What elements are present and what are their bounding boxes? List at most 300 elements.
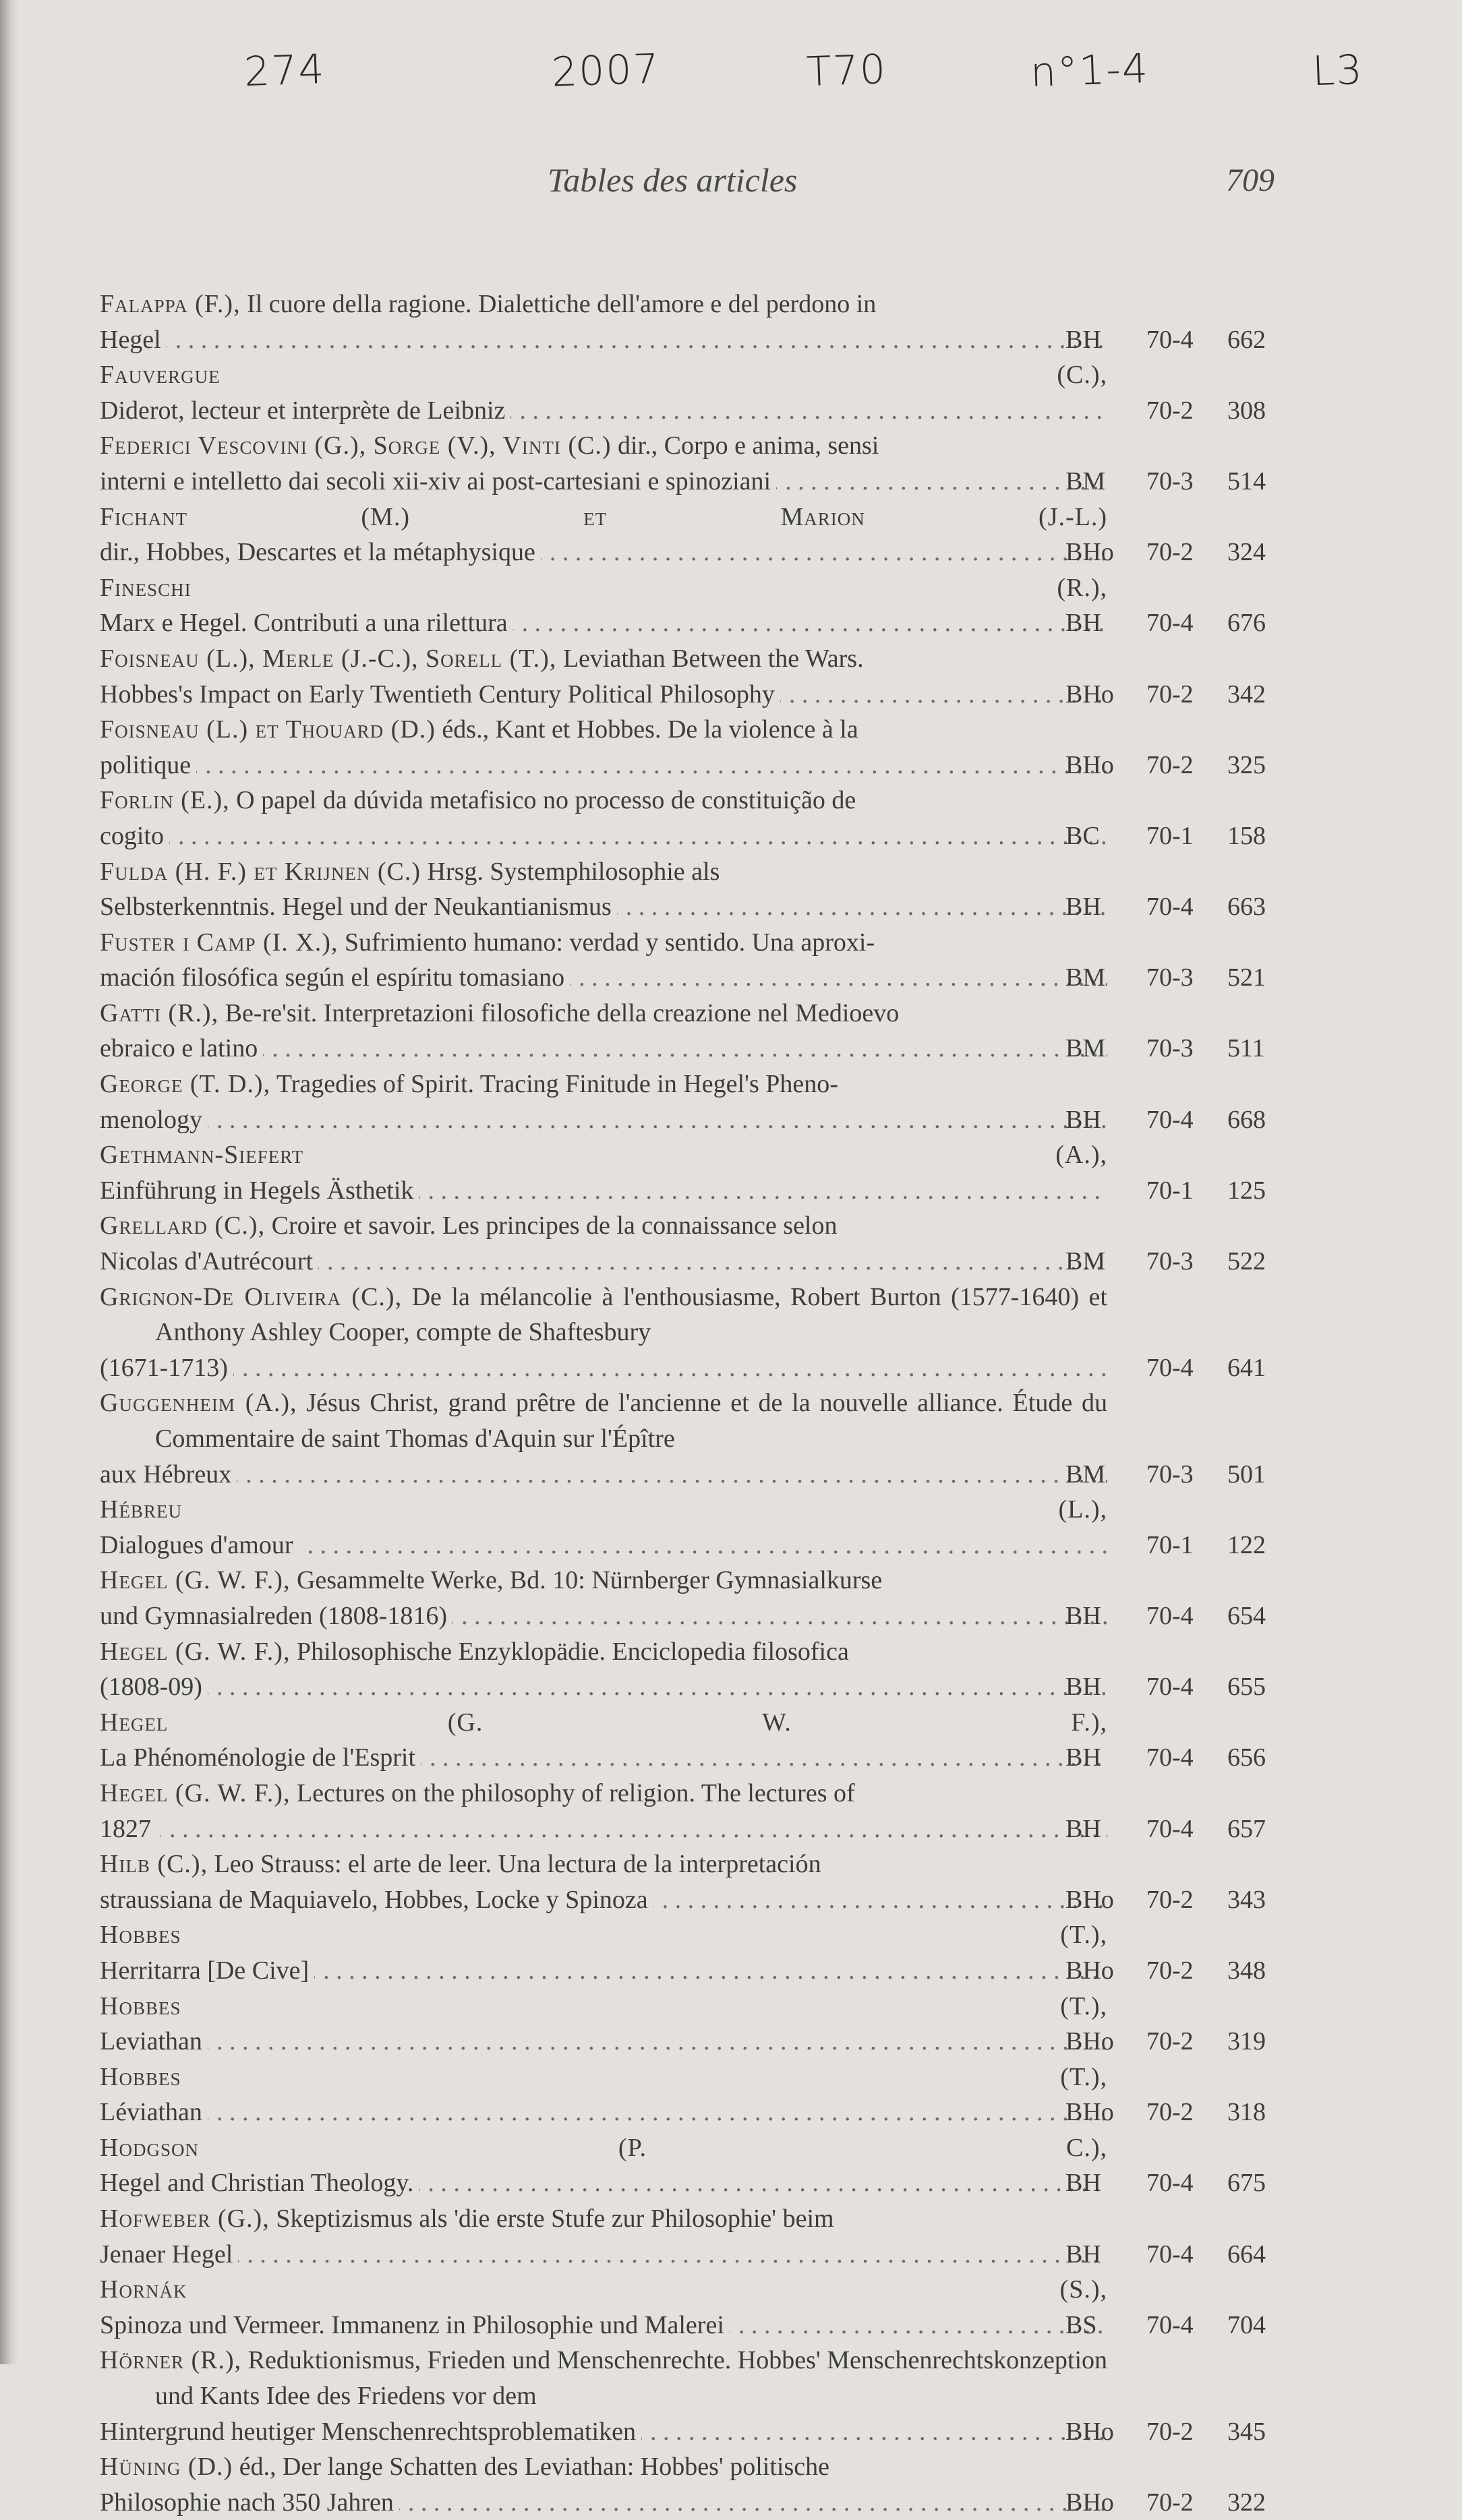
entry-last-line xyxy=(100,677,1107,713)
entry-last-line xyxy=(100,1882,1107,1918)
index-entry xyxy=(100,712,1287,783)
page-ref: 656 xyxy=(1227,1743,1266,1772)
entry-text xyxy=(100,357,1107,428)
index-entry xyxy=(100,428,1287,499)
entry-reference xyxy=(1052,1598,1295,1634)
entry-title: Lectures on the philosophy of religion. The lectures of xyxy=(296,1778,855,1807)
entry-author: Hegel (G. W. F.), xyxy=(100,1637,291,1666)
article-index-list xyxy=(100,287,1287,2520)
entry-title: éds., Kant et Hobbes. De la violence à la xyxy=(442,715,858,744)
entry-title-end: La Phénoménologie de l'Esprit xyxy=(100,1743,416,1772)
entry-title: Be-re'sit. Interpretazioni filosofiche della creazione nel Medioevo xyxy=(225,998,900,1027)
issue-number: 70-3 xyxy=(1146,963,1194,992)
issue-number: 70-4 xyxy=(1146,2169,1194,2198)
entry-title-end: Herritarra [De Cive] xyxy=(100,1956,310,1985)
entry-reference xyxy=(1052,2024,1295,2060)
index-entry xyxy=(100,1385,1287,1492)
page-ref: 704 xyxy=(1227,2310,1266,2339)
entry-text xyxy=(100,1563,1107,1633)
entry-author: Hodgson (P. C.), xyxy=(100,2133,1107,2162)
journal-code: BH xyxy=(1065,893,1101,922)
entry-title: dir., Corpo e anima, sensi xyxy=(618,431,879,460)
index-entry xyxy=(100,357,1287,428)
index-entry xyxy=(100,1067,1287,1137)
entry-author: Foisneau (L.), Merle (J.-C.), Sorell (T.), xyxy=(100,644,557,673)
index-entry xyxy=(100,2272,1287,2343)
page-ref: 325 xyxy=(1227,750,1266,779)
index-entry xyxy=(100,783,1287,853)
handwritten-note: n°1-4 xyxy=(1029,44,1150,97)
journal-code: BHo xyxy=(1065,680,1114,709)
entry-author: Grignon-De Oliveira (C.), xyxy=(100,1282,403,1311)
entry-title-end: Selbsterkenntnis. Hegel und der Neukantianismus xyxy=(100,893,612,922)
entry-title: Leo Strauss: el arte de leer. Una lectura de la interpretación xyxy=(214,1850,821,1879)
entry-reference xyxy=(1052,677,1295,713)
dot-leader xyxy=(510,393,1107,429)
entry-title: Hrsg. Systemphilosophie als xyxy=(427,857,720,886)
entry-text xyxy=(100,2343,1107,2449)
page-ref: 668 xyxy=(1227,1105,1266,1134)
issue-number: 70-3 xyxy=(1146,1247,1194,1276)
page-ref: 501 xyxy=(1227,1460,1266,1489)
entry-last-line xyxy=(100,464,1107,500)
entry-author: Hébreu (L.), xyxy=(100,1495,1107,1524)
entry-author: Fauvergue (C.), xyxy=(100,361,1107,390)
entry-title-end: Leviathan xyxy=(100,2027,202,2056)
dot-leader xyxy=(730,2308,1107,2343)
journal-code: BHo xyxy=(1065,2488,1114,2517)
entry-last-line xyxy=(100,535,1107,570)
entry-title-end: Hobbes's Impact on Early Twentieth Century Political Philosophy xyxy=(100,680,775,709)
dot-leader xyxy=(617,889,1107,925)
entry-text xyxy=(100,2272,1107,2343)
entry-text xyxy=(100,1208,1107,1279)
dot-leader xyxy=(419,2165,1107,2201)
entry-title-end: mación filosófica según el espíritu tomasiano xyxy=(100,963,565,992)
index-entry xyxy=(100,287,1287,357)
page-ref: 122 xyxy=(1227,1530,1266,1559)
entry-reference xyxy=(1052,2485,1295,2520)
dot-leader xyxy=(169,818,1107,854)
journal-code: BH xyxy=(1065,1743,1101,1772)
entry-title: Skeptizismus als 'die erste Stufe zur Philosophie' beim xyxy=(276,2204,834,2233)
journal-code: BHo xyxy=(1065,1956,1114,1985)
entry-last-line xyxy=(100,1244,1107,1280)
dot-leader xyxy=(318,1244,1107,1280)
issue-number: 70-2 xyxy=(1146,396,1194,425)
page-ref: 641 xyxy=(1227,1353,1266,1382)
index-entry xyxy=(100,1208,1287,1279)
issue-number: 70-3 xyxy=(1146,1460,1194,1489)
entry-title-end: Dialogues d'amour xyxy=(100,1530,293,1559)
entry-reference xyxy=(1052,2095,1295,2130)
entry-reference xyxy=(1052,1669,1295,1705)
page-ref: 676 xyxy=(1227,609,1266,638)
entry-last-line xyxy=(100,2095,1107,2130)
entry-title-end: ebraico e latino xyxy=(100,1034,258,1063)
entry-last-line xyxy=(100,2414,1107,2450)
entry-title-end: Diderot, lecteur et interprète de Leibniz xyxy=(100,396,506,425)
journal-code: BM xyxy=(1065,963,1106,992)
entry-text xyxy=(100,854,1107,925)
entry-author: Hegel (G. W. F.), xyxy=(100,1566,291,1595)
entry-author: Gatti (R.), xyxy=(100,998,219,1027)
dot-leader xyxy=(208,1102,1107,1138)
entry-title-end: Marx e Hegel. Contributi a una rilettura xyxy=(100,609,508,638)
journal-code: BHo xyxy=(1065,2098,1114,2127)
entry-text xyxy=(100,1137,1107,1208)
entry-reference xyxy=(1052,393,1295,429)
entry-last-line xyxy=(100,1102,1107,1138)
dot-leader xyxy=(452,1598,1107,1634)
issue-number: 70-2 xyxy=(1146,2098,1194,2127)
entry-title-end: Léviathan xyxy=(100,2098,202,2127)
entry-title-end: und Gymnasialreden (1808-1816) xyxy=(100,1601,447,1630)
issue-number: 70-1 xyxy=(1146,1176,1194,1205)
entry-author: George (T. D.), xyxy=(100,1070,271,1099)
entry-author: Fulda (H. F.) et Krijnen (C.) xyxy=(100,857,421,886)
entry-last-line xyxy=(100,2485,1107,2520)
dot-leader xyxy=(233,1350,1107,1386)
page-ref: 662 xyxy=(1227,325,1266,354)
index-entry xyxy=(100,1917,1287,1988)
entry-title: Il cuore della ragione. Dialettiche dell'amore e del perdono in xyxy=(247,290,877,318)
handwritten-note: T70 xyxy=(805,45,888,96)
entry-last-line xyxy=(100,1953,1107,1989)
entry-title: De la mélancolie à l'enthousiasme, Robert Burton (1577-1640) et Anthony Ashley Cooper, compte de Shaftesbury xyxy=(155,1282,1107,1347)
journal-code: BHo xyxy=(1065,1885,1114,1914)
entry-reference xyxy=(1052,464,1295,500)
journal-code: BH xyxy=(1065,609,1101,638)
entry-title-end: Einführung in Hegels Ästhetik xyxy=(100,1176,414,1205)
issue-number: 70-4 xyxy=(1146,1814,1194,1843)
entry-author: Hofweber (G.), xyxy=(100,2204,270,2233)
entry-text xyxy=(100,712,1107,783)
index-entry xyxy=(100,1137,1287,1208)
journal-code: BH xyxy=(1065,325,1101,354)
issue-number: 70-4 xyxy=(1146,1743,1194,1772)
journal-code: BH xyxy=(1065,2240,1101,2269)
index-entry xyxy=(100,1847,1287,1917)
dot-leader xyxy=(196,748,1107,783)
journal-code: BHo xyxy=(1065,750,1114,779)
page-ref: 319 xyxy=(1227,2027,1266,2056)
entry-reference xyxy=(1052,818,1295,854)
entry-text xyxy=(100,1989,1107,2060)
entry-reference xyxy=(1052,1350,1295,1386)
entry-text xyxy=(100,500,1107,570)
entry-reference xyxy=(1052,322,1295,358)
page-ref: 318 xyxy=(1227,2098,1266,2127)
entry-reference xyxy=(1052,1953,1295,1989)
journal-code: BM xyxy=(1065,1460,1106,1489)
entry-text xyxy=(100,641,1107,712)
entry-author: Hobbes (T.), xyxy=(100,1991,1107,2020)
index-entry xyxy=(100,1705,1287,1776)
entry-author: Fichant (M.) et Marion (J.-L.) xyxy=(100,502,1107,531)
entry-last-line xyxy=(100,2024,1107,2060)
entry-author: Foisneau (L.) et Thouard (D.) xyxy=(100,715,436,744)
entry-reference xyxy=(1052,2414,1295,2450)
issue-number: 70-2 xyxy=(1146,680,1194,709)
entry-text xyxy=(100,1776,1107,1847)
issue-number: 70-1 xyxy=(1146,821,1194,850)
entry-reference xyxy=(1052,1031,1295,1067)
entry-text xyxy=(100,1705,1107,1776)
entry-text xyxy=(100,1634,1107,1705)
issue-number: 70-3 xyxy=(1146,467,1194,496)
handwritten-note: L3 xyxy=(1311,46,1364,96)
entry-author: Hörner (R.), xyxy=(100,2346,242,2375)
entry-title: Tragedies of Spirit. Tracing Finitude in Hegel's Pheno- xyxy=(276,1070,838,1099)
entry-title-end: Hintergrund heutiger Menschenrechtsproblematiken xyxy=(100,2417,636,2446)
entry-last-line xyxy=(100,1528,1107,1563)
issue-number: 70-2 xyxy=(1146,538,1194,567)
dot-leader xyxy=(399,2485,1107,2520)
entry-last-line xyxy=(100,748,1107,783)
entry-last-line xyxy=(100,1173,1107,1209)
dot-leader xyxy=(421,1740,1107,1776)
page-ref: 324 xyxy=(1227,538,1266,567)
entry-reference xyxy=(1052,1102,1295,1138)
entry-author: Hobbes (T.), xyxy=(100,2062,1107,2091)
issue-number: 70-1 xyxy=(1146,1530,1194,1559)
page-ref: 521 xyxy=(1227,963,1266,992)
entry-title-end: Spinoza und Vermeer. Immanenz in Philosophie und Malerei xyxy=(100,2310,724,2339)
dot-leader xyxy=(314,1953,1107,1989)
index-entry xyxy=(100,2201,1287,2272)
entry-author: Gethmann-Siefert (A.), xyxy=(100,1141,1107,1170)
entry-last-line xyxy=(100,818,1107,854)
entry-author: Hobbes (T.), xyxy=(100,1921,1107,1950)
entry-title-end: politique xyxy=(100,750,192,779)
journal-code: BH xyxy=(1065,1814,1101,1843)
entry-text xyxy=(100,2201,1107,2272)
index-entry xyxy=(100,1563,1287,1633)
index-entry xyxy=(100,1989,1287,2060)
issue-number: 70-4 xyxy=(1146,893,1194,922)
index-entry xyxy=(100,1634,1287,1705)
page-ref: 322 xyxy=(1227,2488,1266,2517)
journal-code: BC xyxy=(1065,821,1100,850)
index-entry xyxy=(100,996,1287,1067)
entry-last-line xyxy=(100,1350,1107,1386)
page-ref: 654 xyxy=(1227,1601,1266,1630)
index-entry xyxy=(100,1776,1287,1847)
entry-author: Hüning (D.) xyxy=(100,2453,233,2482)
entry-title: Jésus Christ, grand prêtre de l'ancienne et de la nouvelle alliance. Étude du Commentaire de saint Thomas d'Aquin sur l'Épître xyxy=(155,1389,1108,1453)
index-entry xyxy=(100,1280,1287,1386)
entry-author: Hilb (C.), xyxy=(100,1850,208,1879)
entry-last-line xyxy=(100,322,1107,358)
entry-title: O papel da dúvida metafisico no processo de constituição de xyxy=(236,786,856,815)
dot-leader xyxy=(419,1173,1107,1209)
entry-last-line xyxy=(100,1598,1107,1634)
journal-code: BH xyxy=(1065,1601,1101,1630)
journal-code: BHo xyxy=(1065,538,1114,567)
entry-text xyxy=(100,996,1107,1067)
entry-reference xyxy=(1052,2308,1295,2343)
entry-reference xyxy=(1052,605,1295,641)
running-head: Tables des articles xyxy=(548,161,798,199)
entry-title-end: aux Hébreux xyxy=(100,1460,232,1489)
entry-title: Leviathan Between the Wars. xyxy=(562,644,864,673)
issue-number: 70-4 xyxy=(1146,1353,1194,1382)
index-entry xyxy=(100,570,1287,641)
handwritten-note: 2007 xyxy=(550,45,661,96)
entry-last-line xyxy=(100,2308,1107,2343)
index-entry xyxy=(100,1492,1287,1563)
index-entry xyxy=(100,2343,1287,2449)
entry-text xyxy=(100,428,1107,499)
index-entry xyxy=(100,641,1287,712)
page-ref: 348 xyxy=(1227,1956,1266,1985)
entry-text xyxy=(100,1917,1107,1988)
entry-title-end: dir., Hobbes, Descartes et la métaphysique xyxy=(100,538,535,567)
entry-text xyxy=(100,1385,1107,1492)
entry-last-line xyxy=(100,1457,1107,1493)
handwritten-note: 274 xyxy=(243,45,326,96)
page-edge-shadow xyxy=(0,0,19,2364)
entry-text xyxy=(100,1847,1107,1917)
issue-number: 70-4 xyxy=(1146,1673,1194,1702)
entry-title: Croire et savoir. Les principes de la connaissance selon xyxy=(271,1211,838,1240)
page-ref: 343 xyxy=(1227,1885,1266,1914)
entry-author: Hegel (G. W. F.), xyxy=(100,1778,291,1807)
index-entry xyxy=(100,925,1287,996)
entry-title-end: Hegel xyxy=(100,325,161,354)
entry-text xyxy=(100,1280,1107,1386)
page-ref: 655 xyxy=(1227,1673,1266,1702)
issue-number: 70-2 xyxy=(1146,750,1194,779)
entry-last-line xyxy=(100,2237,1107,2273)
journal-code: BM xyxy=(1065,1034,1106,1063)
page-ref: 657 xyxy=(1227,1814,1266,1843)
dot-leader xyxy=(237,1457,1107,1493)
entry-title-end: straussiana de Maquiavelo, Hobbes, Locke y Spinoza xyxy=(100,1885,648,1914)
issue-number: 70-2 xyxy=(1146,2027,1194,2056)
dot-leader xyxy=(208,1669,1107,1705)
entry-title-end: interni e intelletto dai secoli xii-xiv ai post-cartesiani e spinoziani xyxy=(100,467,771,496)
entry-author: Falappa (F.), xyxy=(100,290,241,318)
entry-author: Hegel (G. W. F.), xyxy=(100,1708,1107,1737)
issue-number: 70-2 xyxy=(1146,1956,1194,1985)
journal-code: BS xyxy=(1065,2310,1097,2339)
entry-text xyxy=(100,783,1107,853)
page-ref: 664 xyxy=(1227,2240,1266,2269)
entry-last-line xyxy=(100,1740,1107,1776)
index-entry xyxy=(100,2060,1287,2130)
entry-title-end: menology xyxy=(100,1105,202,1134)
dot-leader xyxy=(208,2095,1107,2130)
page-ref: 125 xyxy=(1227,1176,1266,1205)
issue-number: 70-4 xyxy=(1146,2310,1194,2339)
entry-reference xyxy=(1052,889,1295,925)
entry-title-end: (1808-09) xyxy=(100,1673,202,1702)
entry-last-line xyxy=(100,2165,1107,2201)
entry-author: Fuster i Camp (I. X.), xyxy=(100,928,339,957)
entry-last-line xyxy=(100,1031,1107,1067)
page-ref: 345 xyxy=(1227,2417,1266,2446)
dot-leader xyxy=(208,2024,1107,2060)
dot-leader xyxy=(160,1811,1107,1847)
entry-author: Forlin (E.), xyxy=(100,786,230,815)
entry-text xyxy=(100,925,1107,996)
journal-code: BM xyxy=(1065,467,1106,496)
entry-title-end: (1671-1713) xyxy=(100,1353,228,1382)
entry-last-line xyxy=(100,393,1107,429)
dot-leader xyxy=(299,1528,1107,1563)
page-ref: 308 xyxy=(1227,396,1266,425)
issue-number: 70-4 xyxy=(1146,325,1194,354)
entry-reference xyxy=(1052,748,1295,783)
page-ref: 675 xyxy=(1227,2169,1266,2198)
issue-number: 70-2 xyxy=(1146,1885,1194,1914)
journal-code: BHo xyxy=(1065,2027,1114,2056)
issue-number: 70-4 xyxy=(1146,1105,1194,1134)
entry-reference xyxy=(1052,1528,1295,1563)
journal-code: BH xyxy=(1065,2169,1101,2198)
entry-last-line xyxy=(100,960,1107,996)
issue-number: 70-2 xyxy=(1146,2488,1194,2517)
dot-leader xyxy=(570,960,1107,996)
entry-title-end: Hegel and Christian Theology. xyxy=(100,2169,414,2198)
entry-title-end: Nicolas d'Autrécourt xyxy=(100,1247,314,1276)
index-entry xyxy=(100,2130,1287,2201)
dot-leader xyxy=(167,322,1107,358)
dot-leader xyxy=(641,2414,1107,2450)
entry-reference xyxy=(1052,1244,1295,1280)
entry-text xyxy=(100,2449,1107,2520)
index-entry xyxy=(100,500,1287,570)
entry-last-line xyxy=(100,1669,1107,1705)
dot-leader xyxy=(238,2237,1107,2273)
entry-author: Hornák (S.), xyxy=(100,2275,1107,2304)
page-ref: 511 xyxy=(1227,1034,1265,1063)
entry-title: Philosophische Enzyklopädie. Enciclopedia filosofica xyxy=(296,1637,849,1666)
issue-number: 70-2 xyxy=(1146,2417,1194,2446)
issue-number: 70-4 xyxy=(1146,609,1194,638)
dot-leader xyxy=(653,1882,1107,1918)
entry-last-line: 1827 . . . xyxy=(155,1811,1107,1847)
entry-title: Reduktionismus, Frieden und Menschenrechte. Hobbes' Menschenrechtskonzeption und Kants Idee des Friedens vor dem xyxy=(155,2346,1107,2411)
entry-reference xyxy=(1052,1173,1295,1209)
entry-reference xyxy=(1052,960,1295,996)
entry-text xyxy=(100,287,1107,357)
entry-reference xyxy=(1052,1882,1295,1918)
entry-text xyxy=(100,570,1107,641)
entry-reference xyxy=(1052,2165,1295,2201)
entry-author: Guggenheim (A.), xyxy=(100,1389,297,1418)
issue-number: 70-3 xyxy=(1146,1034,1194,1063)
page-ref: 158 xyxy=(1227,821,1266,850)
entry-title-end: Philosophie nach 350 Jahren xyxy=(100,2488,394,2517)
entry-title-end: Jenaer Hegel xyxy=(100,2240,233,2269)
entry-reference xyxy=(1052,1811,1295,1847)
entry-author: Federici Vescovini (G.), Sorge (V.), Vinti (C.) xyxy=(100,431,612,460)
journal-code: BH xyxy=(1065,1105,1101,1134)
entry-text xyxy=(100,2130,1107,2201)
entry-title: éd., Der lange Schatten des Leviathan: Hobbes' politische xyxy=(239,2453,829,2482)
entry-text xyxy=(100,1067,1107,1137)
page-ref: 342 xyxy=(1227,680,1266,709)
entry-last-line xyxy=(100,605,1107,641)
entry-title-end: cogito xyxy=(100,821,164,850)
issue-number: 70-4 xyxy=(1146,2240,1194,2269)
index-entry xyxy=(100,2449,1287,2520)
page-ref: 663 xyxy=(1227,893,1266,922)
entry-text xyxy=(100,1492,1107,1563)
